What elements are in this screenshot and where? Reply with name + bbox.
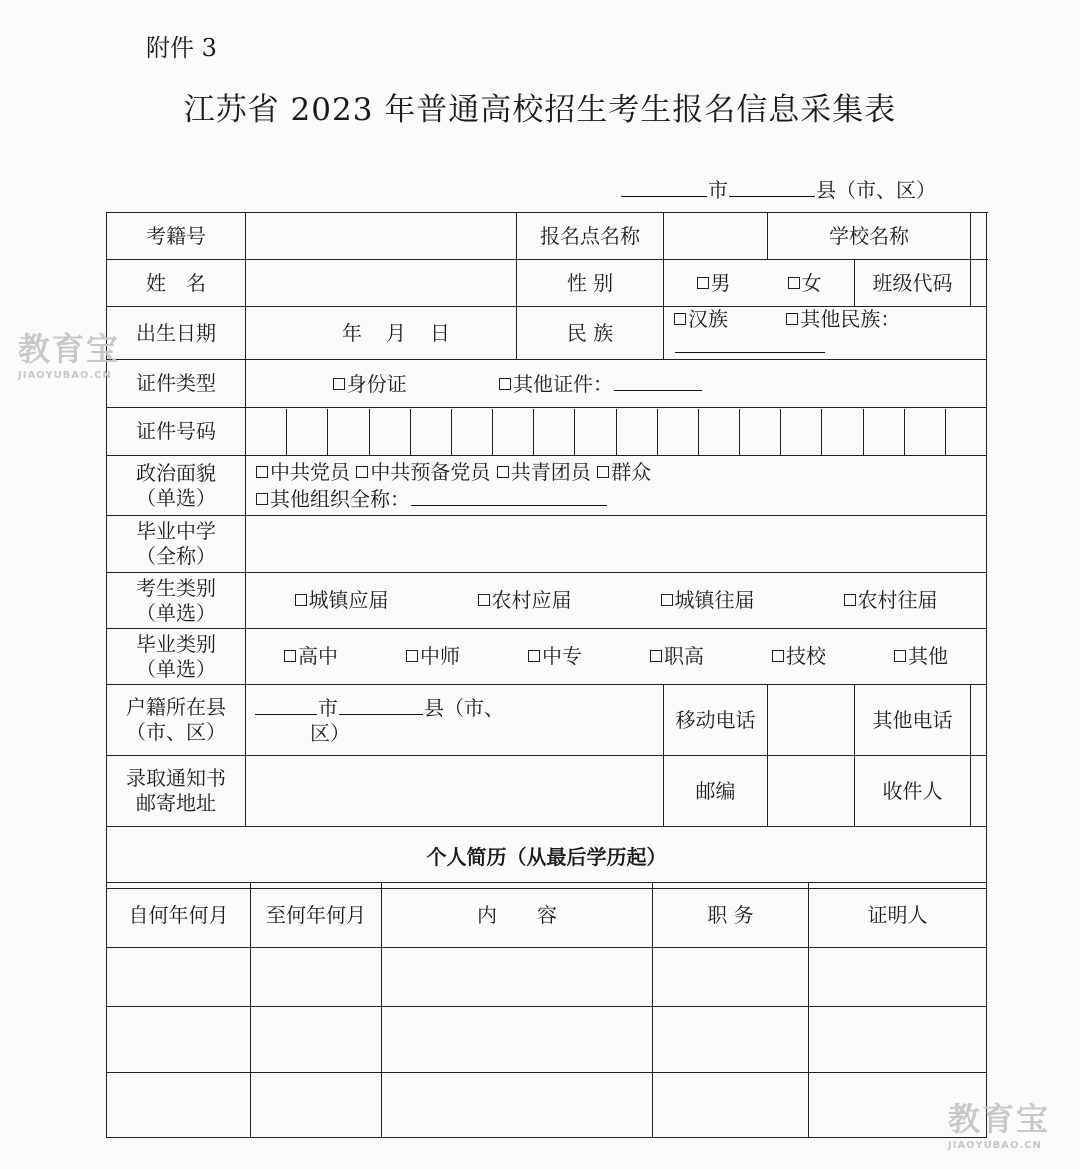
county-blank[interactable] xyxy=(729,176,815,197)
region-line xyxy=(620,174,936,203)
birth-date-field[interactable]: 年 月 日 xyxy=(246,307,517,360)
address-label: 录取通知书 邮寄地址 xyxy=(107,756,246,827)
highschool-label: 毕业中学 （全称） xyxy=(107,516,246,573)
ethnicity-options xyxy=(664,307,987,360)
class-code-label: 班级代码 xyxy=(855,260,971,307)
resume-table xyxy=(106,882,987,1138)
table-row xyxy=(107,1007,987,1073)
political-option[interactable]: 中共预备党员 xyxy=(356,460,490,485)
grad-option[interactable]: 高中 xyxy=(284,644,338,669)
other-id-checkbox[interactable]: 其他证件： xyxy=(499,372,613,397)
category-options xyxy=(246,573,987,629)
watermark-right: 教育宝 JIAOYUBAO.CN xyxy=(948,1100,1051,1151)
attachment-label: 附件 3 xyxy=(146,34,217,62)
resume-cell[interactable] xyxy=(107,1073,251,1138)
grad-label: 毕业类别 （单选） xyxy=(107,629,246,685)
id-digit-box[interactable] xyxy=(946,409,986,455)
political-options xyxy=(246,456,987,516)
resume-cell[interactable] xyxy=(653,948,809,1007)
id-digit-box[interactable] xyxy=(905,409,946,455)
id-digit-box[interactable] xyxy=(617,409,658,455)
id-number-grid xyxy=(246,408,987,456)
hukou-county-blank[interactable] xyxy=(339,694,423,715)
resume-header-from: 自何年何月 xyxy=(107,883,251,948)
id-digit-box[interactable] xyxy=(534,409,575,455)
resume-cell[interactable] xyxy=(809,948,987,1007)
highschool-field[interactable] xyxy=(246,516,987,573)
other-id-blank[interactable] xyxy=(614,370,702,391)
resume-cell[interactable] xyxy=(107,948,251,1007)
address-field[interactable] xyxy=(246,756,664,827)
exam-id-field[interactable] xyxy=(246,213,517,260)
political-other-blank[interactable] xyxy=(411,485,607,506)
political-option[interactable]: 共青团员 xyxy=(497,460,591,485)
other-ethnic-blank[interactable] xyxy=(675,332,825,353)
gender-label: 性 别 xyxy=(517,260,664,307)
category-option[interactable]: 农村往届 xyxy=(844,588,938,613)
han-checkbox[interactable]: 汉族 xyxy=(674,307,728,332)
id-digit-box[interactable] xyxy=(493,409,534,455)
resume-cell[interactable] xyxy=(653,1007,809,1073)
id-digit-box[interactable] xyxy=(575,409,616,455)
grad-option[interactable]: 其他 xyxy=(894,644,948,669)
resume-header-to: 至何年何月 xyxy=(251,883,382,948)
resume-title: 个人简历（从最后学历起） xyxy=(107,827,987,889)
id-digit-box[interactable] xyxy=(781,409,822,455)
gender-options xyxy=(664,260,855,307)
other-ethnic-checkbox[interactable]: 其他民族： xyxy=(786,307,900,332)
school-label: 学校名称 xyxy=(768,213,971,260)
resume-cell[interactable] xyxy=(251,1073,382,1138)
female-checkbox[interactable]: 女 xyxy=(788,271,822,296)
exam-id-label: 考籍号 xyxy=(107,213,246,260)
grad-option[interactable]: 职高 xyxy=(650,644,704,669)
resume-cell[interactable] xyxy=(382,1007,653,1073)
id-digit-box[interactable] xyxy=(246,409,287,455)
grad-option[interactable]: 中师 xyxy=(406,644,460,669)
id-digit-box[interactable] xyxy=(370,409,411,455)
id-digit-box[interactable] xyxy=(740,409,781,455)
registration-form xyxy=(106,212,987,889)
resume-cell[interactable] xyxy=(251,1007,382,1073)
hukou-label: 户籍所在县 （市、区） xyxy=(107,685,246,756)
name-field[interactable] xyxy=(246,260,517,307)
school-field[interactable] xyxy=(971,213,987,260)
ethnicity-label: 民 族 xyxy=(517,307,664,360)
category-option[interactable]: 城镇往届 xyxy=(661,588,755,613)
id-digit-box[interactable] xyxy=(287,409,328,455)
reg-point-label: 报名点名称 xyxy=(517,213,664,260)
id-digit-box[interactable] xyxy=(328,409,369,455)
city-blank[interactable] xyxy=(621,176,707,197)
recipient-field[interactable] xyxy=(971,756,987,827)
resume-header-position: 职 务 xyxy=(653,883,809,948)
table-row xyxy=(107,948,987,1007)
id-digit-box[interactable] xyxy=(658,409,699,455)
name-label: 姓 名 xyxy=(107,260,246,307)
resume-cell[interactable] xyxy=(809,1007,987,1073)
grad-option[interactable]: 中专 xyxy=(528,644,582,669)
resume-header-content: 内 容 xyxy=(382,883,653,948)
id-digit-box[interactable] xyxy=(411,409,452,455)
birth-label: 出生日期 xyxy=(107,307,246,360)
recipient-label: 收件人 xyxy=(855,756,971,827)
political-option[interactable]: 中共党员 xyxy=(256,460,350,485)
table-row xyxy=(107,1073,987,1138)
resume-cell[interactable] xyxy=(107,1007,251,1073)
category-label: 考生类别 （单选） xyxy=(107,573,246,629)
postcode-label: 邮编 xyxy=(664,756,768,827)
id-type-label: 证件类型 xyxy=(107,360,246,408)
county-label: 县（市、区） xyxy=(816,178,936,202)
hukou-field[interactable]: 市 县（市、 区） xyxy=(246,685,664,756)
mobile-field[interactable] xyxy=(768,685,855,756)
other-phone-label: 其他电话 xyxy=(855,685,971,756)
page-title: 江苏省 2023 年普通高校招生考生报名信息采集表 xyxy=(183,92,897,128)
watermark-left: 教育宝 JIAOYUBAO.CN xyxy=(18,330,121,381)
political-option[interactable]: 群众 xyxy=(597,460,651,485)
id-digit-box[interactable] xyxy=(699,409,740,455)
grad-options xyxy=(246,629,987,685)
postcode-field[interactable] xyxy=(768,756,855,827)
reg-point-field[interactable] xyxy=(664,213,768,260)
id-digit-box[interactable] xyxy=(452,409,493,455)
id-card-checkbox[interactable]: 身份证 xyxy=(333,372,407,397)
other-phone-field[interactable] xyxy=(971,685,987,756)
grad-option[interactable]: 技校 xyxy=(772,644,826,669)
resume-header-witness: 证明人 xyxy=(809,883,987,948)
city-label: 市 xyxy=(708,178,728,202)
category-option[interactable]: 农村应届 xyxy=(478,588,572,613)
id-number-label: 证件号码 xyxy=(107,408,246,456)
id-digit-box[interactable] xyxy=(822,409,863,455)
political-other-checkbox[interactable]: 其他组织全称： xyxy=(256,487,410,512)
category-option[interactable]: 城镇应届 xyxy=(295,588,389,613)
male-checkbox[interactable]: 男 xyxy=(697,271,731,296)
resume-cell[interactable] xyxy=(382,1073,653,1138)
class-code-field[interactable] xyxy=(971,260,987,307)
id-type-options xyxy=(246,360,987,408)
mobile-label: 移动电话 xyxy=(664,685,768,756)
resume-cell[interactable] xyxy=(251,948,382,1007)
hukou-city-blank[interactable] xyxy=(255,694,317,715)
resume-cell[interactable] xyxy=(653,1073,809,1138)
political-label: 政治面貌 （单选） xyxy=(107,456,246,516)
id-digit-box[interactable] xyxy=(864,409,905,455)
resume-cell[interactable] xyxy=(382,948,653,1007)
